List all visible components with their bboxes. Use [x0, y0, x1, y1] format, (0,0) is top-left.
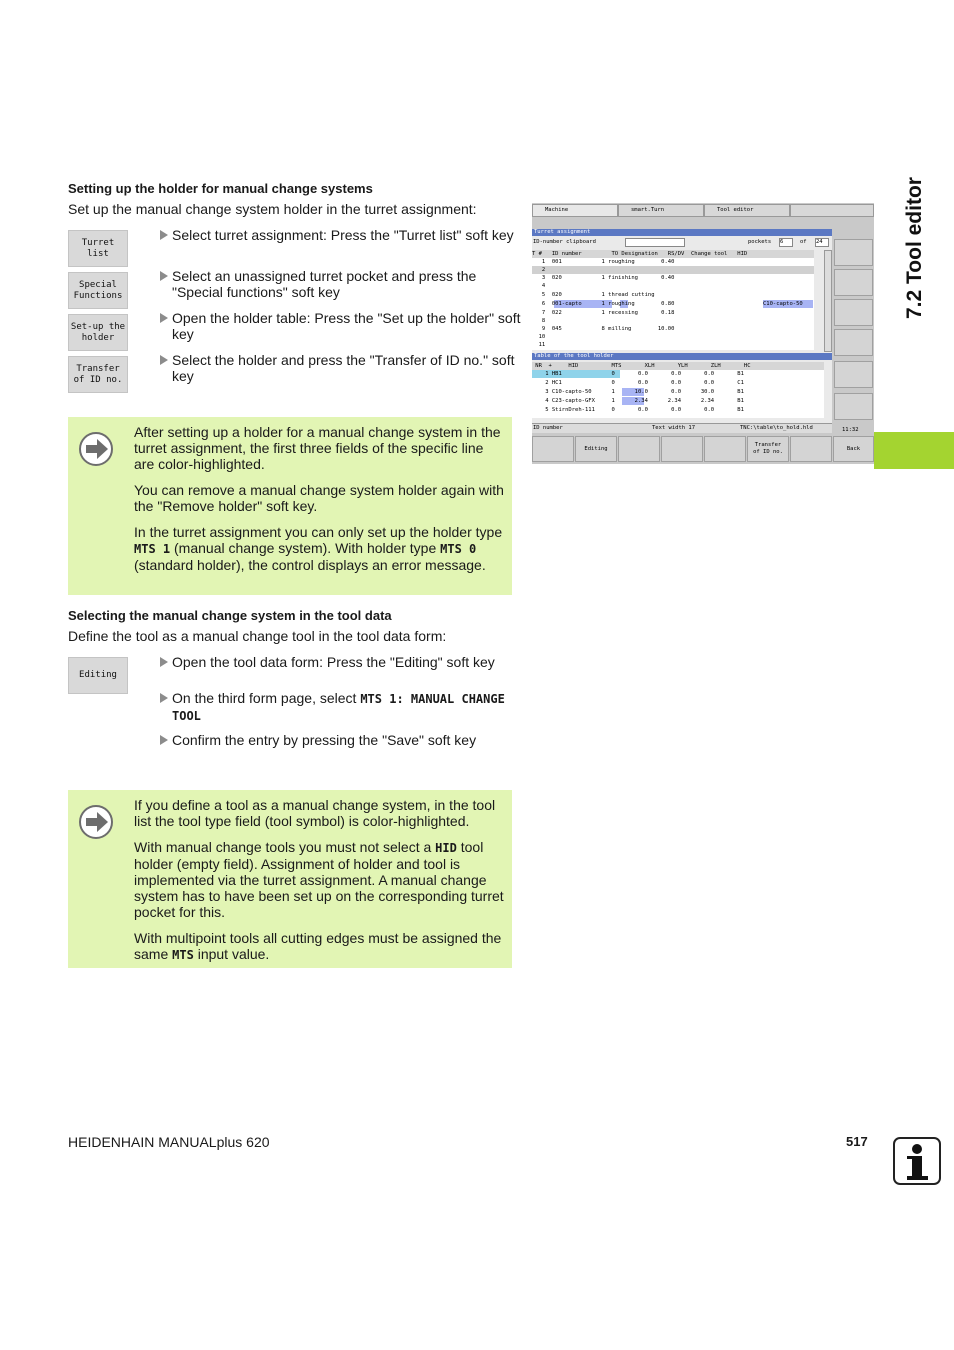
holder-header: NR + HID MTS XLH YLH ZLH HC	[532, 362, 824, 370]
holder-row: 2 HC1 0 0.0 0.0 0.0 C1	[532, 380, 744, 386]
turret-panel-title: Turret assignment	[532, 229, 832, 236]
section2-heading: Selecting the manual change system in the tool data	[68, 608, 392, 623]
turret-row: 5 020 1 thread cutting	[532, 292, 655, 298]
holder-row: 3 C10-capto-50 1 10.0 0.0 30.0 B1	[532, 389, 744, 395]
turret-row-mts: 6 001-capto 1 roughing 0.80	[532, 301, 675, 307]
vertical-softkey[interactable]	[834, 361, 873, 388]
turret-row: 9 045 8 milling 10.00	[532, 326, 675, 332]
control-screenshot	[532, 203, 874, 464]
turret-hid-cell: C10-capto-50	[763, 300, 813, 308]
note2-paragraph-2: With manual change tools you must not select a HID tool holder (empty field). Assignment of holder and tool is implemented via the turret assignment. A manual change system has to have been set up on the corresponding turret pocket for this.	[134, 839, 504, 920]
transfer-id-softkey: Transfer of ID no.	[68, 356, 128, 393]
chapter-marker	[874, 432, 954, 469]
arrow-right-icon	[79, 805, 113, 839]
step-3: Open the holder table: Press the "Set up the holder" soft key	[158, 310, 522, 342]
tab-machine: Machine	[532, 204, 618, 217]
holder-row: 1 HB1 0 0.0 0.0 0.0 B1	[532, 371, 744, 377]
status-right: TNC:\table\to_hold.hld	[740, 425, 813, 431]
screen-softkey-5[interactable]	[704, 436, 746, 462]
tab-tool-editor: Tool editor	[704, 204, 790, 217]
step-1: Select turret assignment: Press the "Turret list" soft key	[158, 227, 522, 243]
holder-table-title: Table of the tool holder	[532, 353, 832, 360]
footer-product: HEIDENHAIN MANUALplus 620	[68, 1134, 270, 1150]
note1-paragraph-1: After setting up a holder for a manual change system in the turret assignment, the first three fields of the specific line are color-highlighted.	[134, 424, 501, 472]
turret-row-selected: 2	[532, 266, 814, 274]
tab-save-icon	[790, 204, 874, 217]
tab-smart-turn: smart.Turn	[618, 204, 704, 217]
special-functions-softkey: Special Functions	[68, 272, 128, 309]
clock: 11:32	[842, 427, 859, 433]
arrow-right-icon	[79, 432, 113, 466]
screen-softkey-transfer[interactable]: Transfer of ID no.	[747, 436, 789, 462]
step-2: Select an unassigned turret pocket and press the "Special functions" soft key	[158, 268, 522, 300]
note-box-1	[68, 417, 512, 595]
screen-softkey-7[interactable]	[790, 436, 832, 462]
turret-row: 7 022 1 recessing 0.18	[532, 310, 675, 316]
holder-row: 5 StirnDreh-111 0 0.0 0.0 0.0 B1	[532, 407, 744, 413]
screen-softkey-1[interactable]	[532, 436, 574, 462]
info-icon	[893, 1137, 941, 1185]
screen-softkey-4[interactable]	[661, 436, 703, 462]
status-left: ID number	[533, 425, 563, 431]
screen-softkey-back[interactable]: Back	[833, 436, 874, 462]
vertical-softkey[interactable]	[834, 269, 873, 296]
screen-softkey-editing[interactable]: Editing	[575, 436, 617, 462]
clipboard-field	[625, 238, 685, 247]
turret-row: 1 001 1 roughing 0.40	[532, 259, 675, 265]
of-label: of	[800, 239, 807, 245]
status-mid: Text width 17	[652, 425, 696, 431]
turret-row: 8	[532, 318, 546, 324]
note2-paragraph-1: If you define a tool as a manual change system, in the tool list the tool type field (tool symbol) is color-highlighted.	[134, 797, 496, 829]
vertical-softkey[interactable]	[834, 299, 873, 326]
clipboard-label: ID-number clipboard	[533, 239, 596, 245]
of-value: 24	[815, 238, 829, 247]
turret-scrollbar[interactable]	[824, 250, 832, 352]
editing-softkey: Editing	[68, 657, 128, 694]
step-4: Select the holder and press the "Transfer of ID no." soft key	[158, 352, 522, 384]
step-open-form: Open the tool data form: Press the "Editing" soft key	[158, 654, 522, 670]
note-box-2	[68, 790, 512, 968]
turret-row: 10	[532, 334, 546, 340]
side-chapter-title: 7.2 Tool editor	[903, 177, 926, 319]
vertical-softkey[interactable]	[834, 329, 873, 356]
setup-holder-softkey: Set-up the holder	[68, 314, 128, 351]
pockets-label: pockets	[748, 239, 772, 245]
step-save: Confirm the entry by pressing the "Save" soft key	[158, 732, 522, 748]
section1-intro: Set up the manual change system holder in the turret assignment:	[68, 201, 477, 217]
turret-list-softkey: Turret list	[68, 230, 128, 267]
turret-header: T # ID number TO Designation RS/DV Change tool HID	[532, 250, 814, 258]
holder-row: 4 C23-capto-GFX 1 2.34 2.34 2.34 B1	[532, 398, 744, 404]
page-number: 517	[846, 1134, 868, 1149]
note2-paragraph-3: With multipoint tools all cutting edges must be assigned the same MTS input value.	[134, 930, 502, 962]
pockets-value: 6	[779, 238, 793, 247]
vertical-softkey[interactable]	[834, 239, 873, 266]
turret-row: 3 020 1 finishing 0.40	[532, 275, 675, 281]
turret-row: 11	[532, 342, 546, 348]
note1-paragraph-2: You can remove a manual change system holder again with the "Remove holder" soft key.	[134, 482, 504, 514]
section1-heading: Setting up the holder for manual change systems	[68, 181, 373, 196]
step-select-mts: On the third form page, select MTS 1: MANUAL CHANGE TOOL	[158, 690, 522, 724]
screen-softkey-3[interactable]	[618, 436, 660, 462]
turret-row: 4	[532, 283, 546, 289]
section2-intro: Define the tool as a manual change tool in the tool data form:	[68, 628, 447, 644]
tool-t-softkey[interactable]	[834, 393, 873, 420]
note1-paragraph-3: In the turret assignment you can only set up the holder type MTS 1 (manual change system). With holder type MTS 0 (standard holder), the control displays an error message.	[134, 524, 503, 573]
